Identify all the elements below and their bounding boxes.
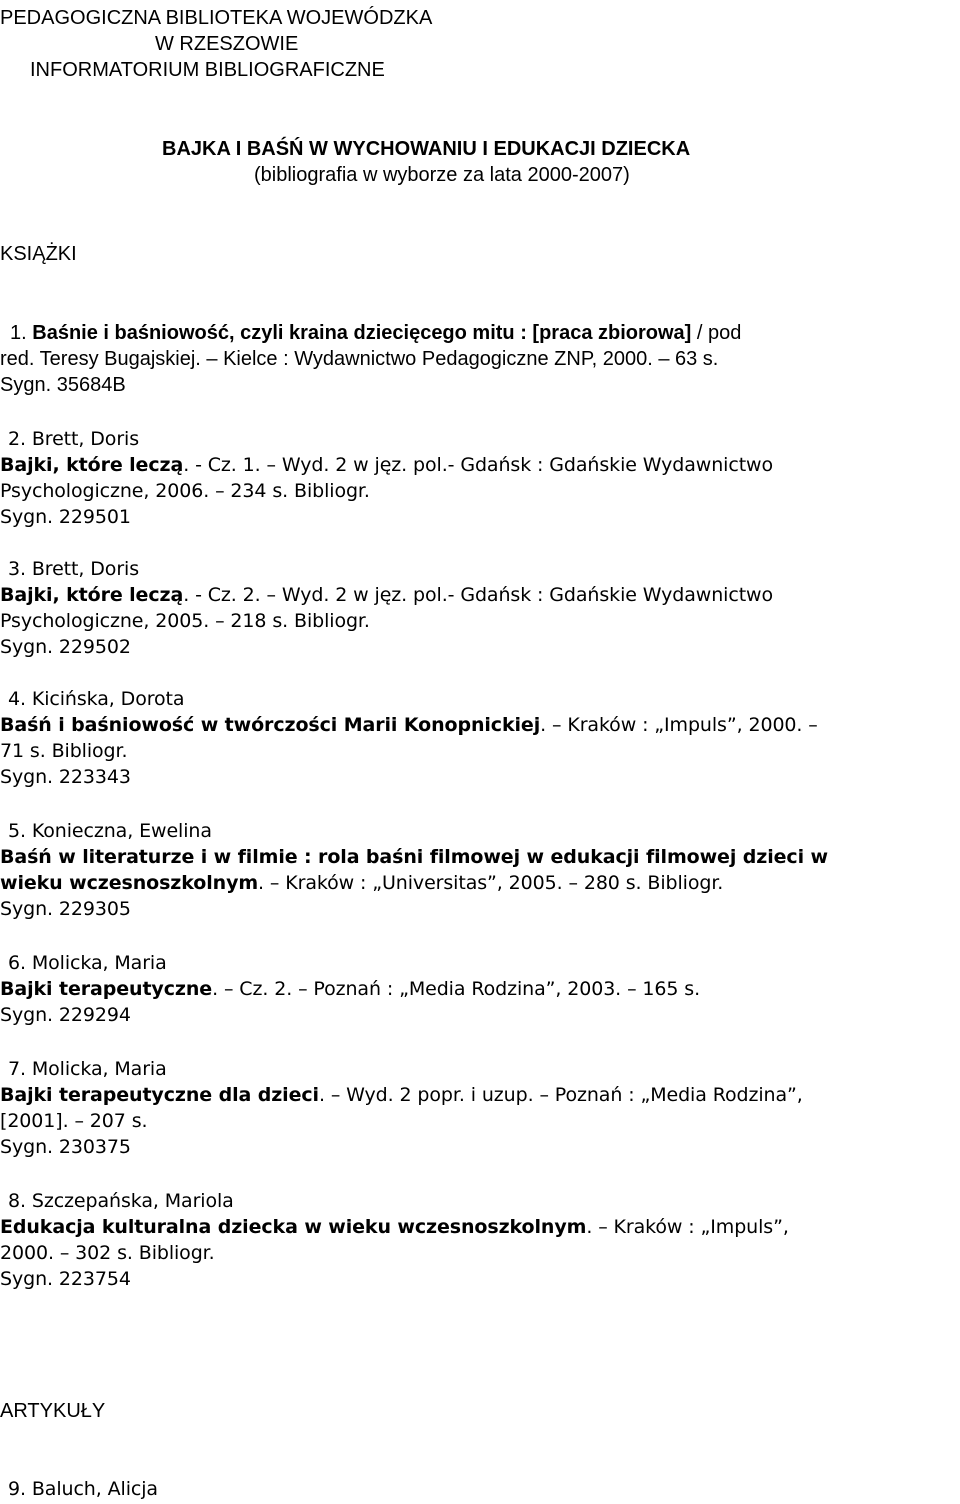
entry-shelfmark: Sygn. 229294 <box>0 1004 131 1026</box>
entry-text: . – Kraków : „Universitas”, 2005. – 280 s. Bibliogr. <box>258 872 724 894</box>
document-subtitle: (bibliografia w wyborze za lata 2000-2007) <box>254 164 630 186</box>
entry-shelfmark: Sygn. 229305 <box>0 898 131 920</box>
entry-author: 8. Szczepańska, Mariola <box>8 1190 234 1212</box>
entry-shelfmark: Sygn. 229501 <box>0 506 131 528</box>
entry-title: Bajki, które leczą <box>0 454 184 476</box>
entry-shelfmark: Sygn. 223754 <box>0 1268 131 1290</box>
entry-line <box>0 844 828 870</box>
entry-text: . - Cz. 1. – Wyd. 2 w jęz. pol.- Gdańsk : Gdańskie Wydawnictwo <box>183 454 774 476</box>
entry-title: Bajki terapeutyczne dla dzieci <box>0 1084 319 1106</box>
entry-text: . – Kraków : „Impuls”, <box>586 1216 789 1238</box>
entry-text: Psychologiczne, 2006. – 234 s. Bibliogr. <box>0 480 370 502</box>
entry-text: . – Cz. 2. – Poznań : „Media Rodzina”, 2003. – 165 s. <box>212 978 701 1000</box>
entry-author: 5. Konieczna, Ewelina <box>8 820 212 842</box>
entry-line <box>0 1082 803 1108</box>
entry-title: Bajki terapeutyczne <box>0 978 213 1000</box>
entry-text: [2001]. – 207 s. <box>0 1110 148 1132</box>
entry-title: wieku wczesnoszkolnym <box>0 872 259 894</box>
entry-shelfmark: Sygn. 230375 <box>0 1136 131 1158</box>
entry-shelfmark: Sygn. 229502 <box>0 636 131 658</box>
entry-title: Baśń w literaturze i w filmie : rola baśni filmowej w edukacji filmowej dzieci w <box>0 846 828 868</box>
entry-line <box>0 976 700 1002</box>
entry-shelfmark: Sygn. 223343 <box>0 766 131 788</box>
document-title: BAJKA I BAŚŃ W WYCHOWANIU I EDUKACJI DZIECKA <box>162 138 691 160</box>
entry-line <box>0 712 818 738</box>
section-articles-heading: ARTYKUŁY <box>0 1400 106 1422</box>
entry-author: 9. Baluch, Alicja <box>8 1478 158 1500</box>
entry-text: 71 s. Bibliogr. <box>0 740 128 762</box>
entry-text: / pod <box>691 322 742 344</box>
entry-line <box>0 346 718 372</box>
library-name: PEDAGOGICZNA BIBLIOTEKA WOJEWÓDZKA <box>0 7 433 29</box>
entry-title: Baśń i baśniowość w twórczości Marii Konopnickiej <box>0 714 541 736</box>
entry-number: 1. <box>10 322 33 344</box>
entry-shelfmark: Sygn. 35684B <box>0 374 126 396</box>
entry-line <box>0 582 773 608</box>
department-name: INFORMATORIUM BIBLIOGRAFICZNE <box>30 59 385 81</box>
entry-author: 4. Kicińska, Dorota <box>8 688 185 710</box>
entry-line <box>0 1214 789 1240</box>
entry-author: 7. Molicka, Maria <box>8 1058 167 1080</box>
entry-text: . – Kraków : „Impuls”, 2000. – <box>540 714 818 736</box>
entry-title: Bajki, które leczą <box>0 584 184 606</box>
entry-line <box>0 870 723 896</box>
entry-text: Psychologiczne, 2005. – 218 s. Bibliogr. <box>0 610 370 632</box>
entry-text: . - Cz. 2. – Wyd. 2 w jęz. pol.- Gdańsk : Gdańskie Wydawnictwo <box>183 584 774 606</box>
entry-text: red. Teresy Bugajskiej. – Kielce : Wydawnictwo Pedagogiczne ZNP, 2000. – 63 s. <box>0 348 719 370</box>
entry-title: Edukacja kulturalna dziecka w wieku wczesnoszkolnym <box>0 1216 587 1238</box>
entry-line <box>10 320 741 346</box>
entry-line <box>0 372 126 398</box>
entry-author: 2. Brett, Doris <box>8 428 140 450</box>
entry-line <box>0 452 773 478</box>
section-books-heading: KSIĄŻKI <box>0 243 77 265</box>
entry-author: 6. Molicka, Maria <box>8 952 167 974</box>
entry-text: . – Wyd. 2 popr. i uzup. – Poznań : „Media Rodzina”, <box>318 1084 803 1106</box>
entry-text: 2000. – 302 s. Bibliogr. <box>0 1242 215 1264</box>
library-city: W RZESZOWIE <box>155 33 299 55</box>
entry-author: 3. Brett, Doris <box>8 558 140 580</box>
entry-title: Baśnie i baśniowość, czyli kraina dziecięcego mitu : [praca zbiorowa] <box>32 322 692 344</box>
